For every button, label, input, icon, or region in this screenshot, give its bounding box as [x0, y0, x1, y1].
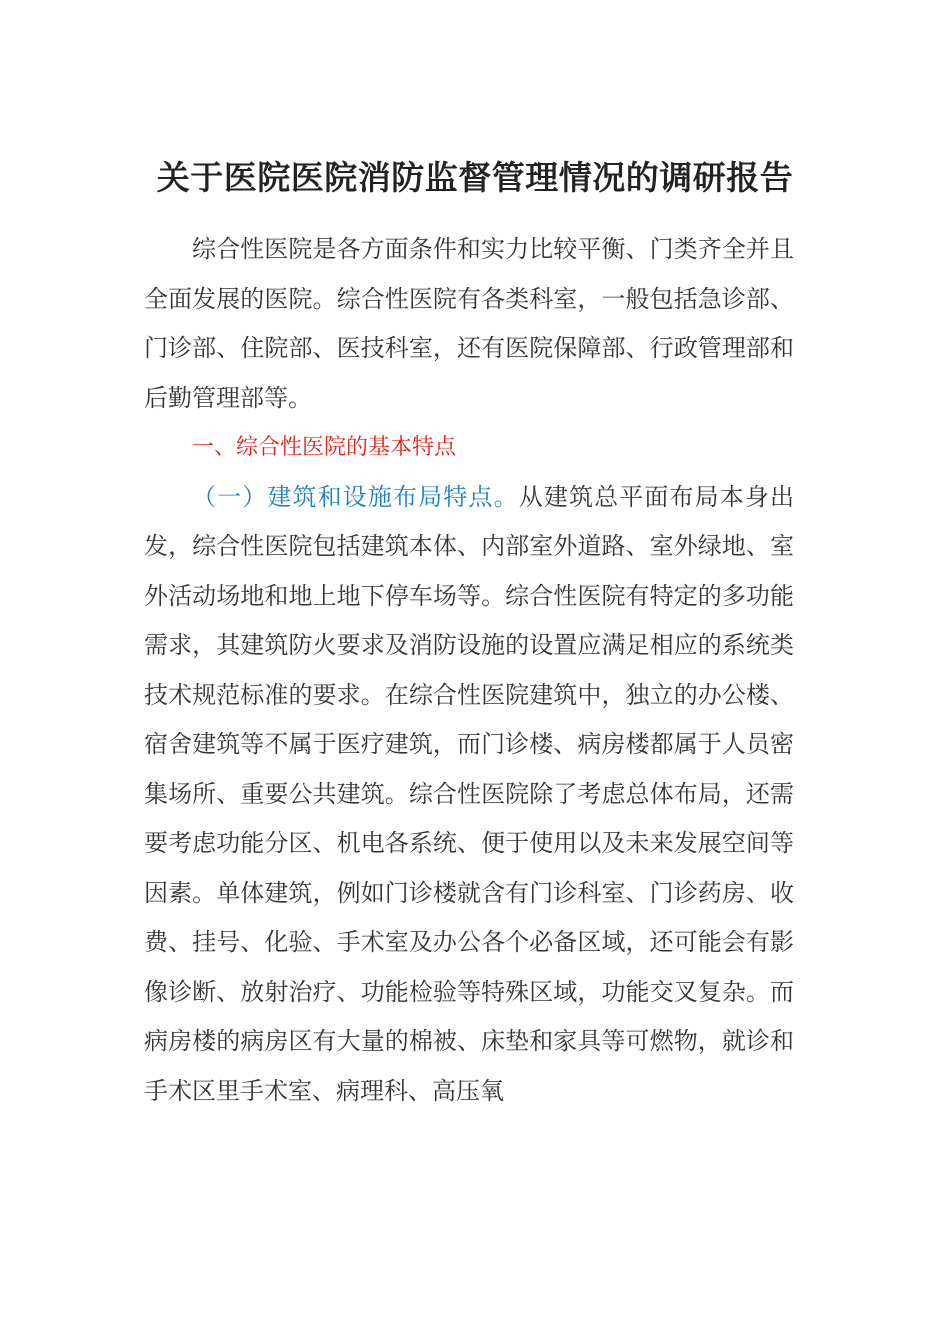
section-heading: 一、综合性医院的基本特点 — [192, 435, 457, 460]
document-title: 关于医院医院消防监督管理情况的调研报告 — [156, 158, 794, 197]
subsection-body: 从建筑总平面布局本身出发，综合性医院包括建筑本体、内部室外道路、室外绿地、室外活动场地和地上地下停车场等。综合性医院有特定的多功能需求，其建筑防火要求及消防设施的设置应满足相应的系统类技术规范标准的要求。在综合性医院建筑中，独立的办公楼、宿舍建筑等不属于医疗建筑，而门诊楼、病房楼都属于人员密集场所、重要公共建筑。综合性医院除了考虑总体布局，还需要考虑功能分区、机电各系统、便于使用以及未来发展空间等因素。单体建筑，例如门诊楼就含有门诊科室、门诊药房、收费、挂号、化验、手术室及办公各个必备区域，还可能会有影像诊断、放射治疗、功能检验等特殊区域，功能交叉复杂。而病房楼的病房区有大量的棉被、床垫和家具等可燃物，就诊和手术区里手术室、病理科、高压氧 — [144, 482, 795, 1105]
document-body — [144, 225, 794, 1116]
subsection-heading: （一）建筑和设施布局特点。 — [192, 482, 519, 511]
subsection-paragraph — [144, 473, 794, 1117]
intro-paragraph: 综合性医院是各方面条件和实力比较平衡、门类齐全并且全面发展的医院。综合性医院有各类科室，一般包括急诊部、门诊部、住院部、医技科室，还有医院保障部、行政管理部和后勤管理部等。 — [144, 235, 794, 412]
